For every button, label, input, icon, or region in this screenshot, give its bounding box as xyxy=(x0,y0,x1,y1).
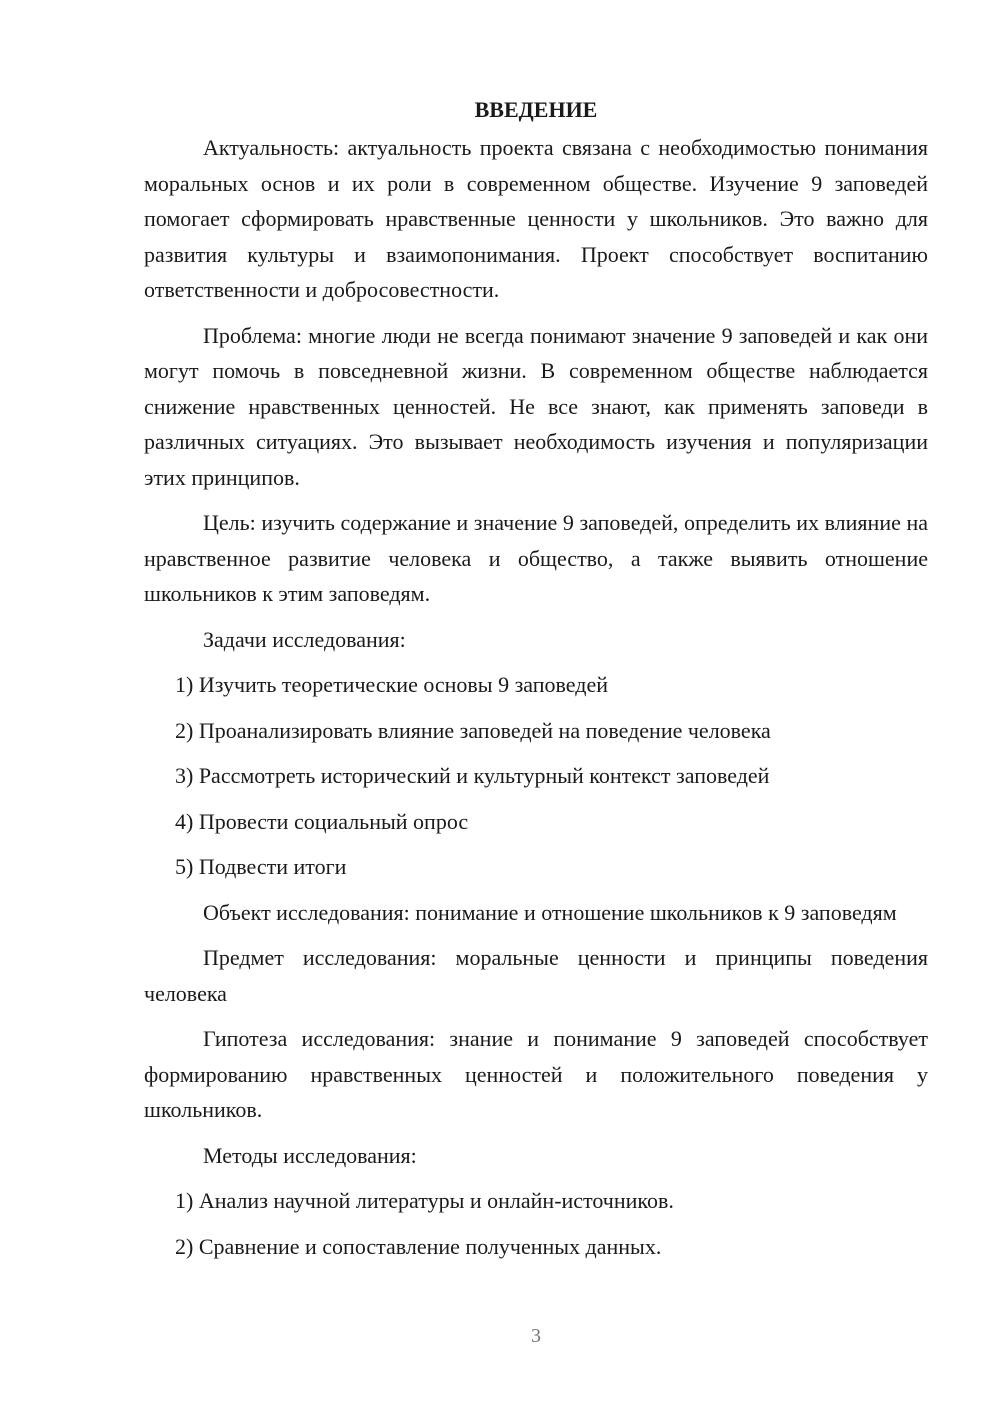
methods-heading: Методы исследования: xyxy=(203,1142,417,1168)
task-item: 3) Рассмотреть исторический и культурный контекст заповедей xyxy=(175,763,770,788)
object-paragraph: Объект исследования: понимание и отношение школьников к 9 заповедям xyxy=(203,899,897,925)
subject-paragraph: Предмет исследования: моральные ценности и принципы поведения человека xyxy=(144,945,928,1006)
relevance-paragraph: Актуальность: актуальность проекта связана с необходимостью понимания моральных основ и их роли в современном обществе. Изучение 9 заповедей помогает сформировать нравственные ценности у школьников. Это важно для развития культуры и взаимопонимания. Проект способствует воспитанию ответственности и добросовестности. xyxy=(144,135,928,302)
tasks-list xyxy=(144,667,928,885)
page-content xyxy=(144,92,928,1274)
method-item: 1) Анализ научной литературы и онлайн-источников. xyxy=(175,1188,674,1213)
method-item: 2) Сравнение и сопоставление полученных данных. xyxy=(175,1233,662,1259)
problem-paragraph: Проблема: многие люди не всегда понимают значение 9 заповедей и как они могут помочь в повседневной жизни. В современном обществе наблюдается снижение нравственных ценностей. Не все знают, как применять заповеди в различных ситуациях. Это вызывает необходимость изучения и популяризации этих принципов. xyxy=(144,322,928,490)
goal-paragraph: Цель: изучить содержание и значение 9 заповедей, определить их влияние на нравственное развитие человека и общество, а также выявить отношение школьников к этим заповедям. xyxy=(144,510,928,606)
task-item: 1) Изучить теоретические основы 9 заповедей xyxy=(175,672,608,697)
methods-list xyxy=(144,1183,928,1264)
task-item: 4) Провести социальный опрос xyxy=(175,808,469,834)
task-item: 5) Подвести итоги xyxy=(175,854,347,879)
page-number: 3 xyxy=(531,1325,541,1347)
section-title: ВВЕДЕНИЕ xyxy=(474,97,598,122)
hypothesis-paragraph: Гипотеза исследования: знание и понимание 9 заповедей способствует формированию нравственных ценностей и положительного поведения у школьников. xyxy=(144,1026,928,1122)
tasks-heading: Задачи исследования: xyxy=(203,626,406,652)
task-item: 2) Проанализировать влияние заповедей на поведение человека xyxy=(175,717,771,743)
